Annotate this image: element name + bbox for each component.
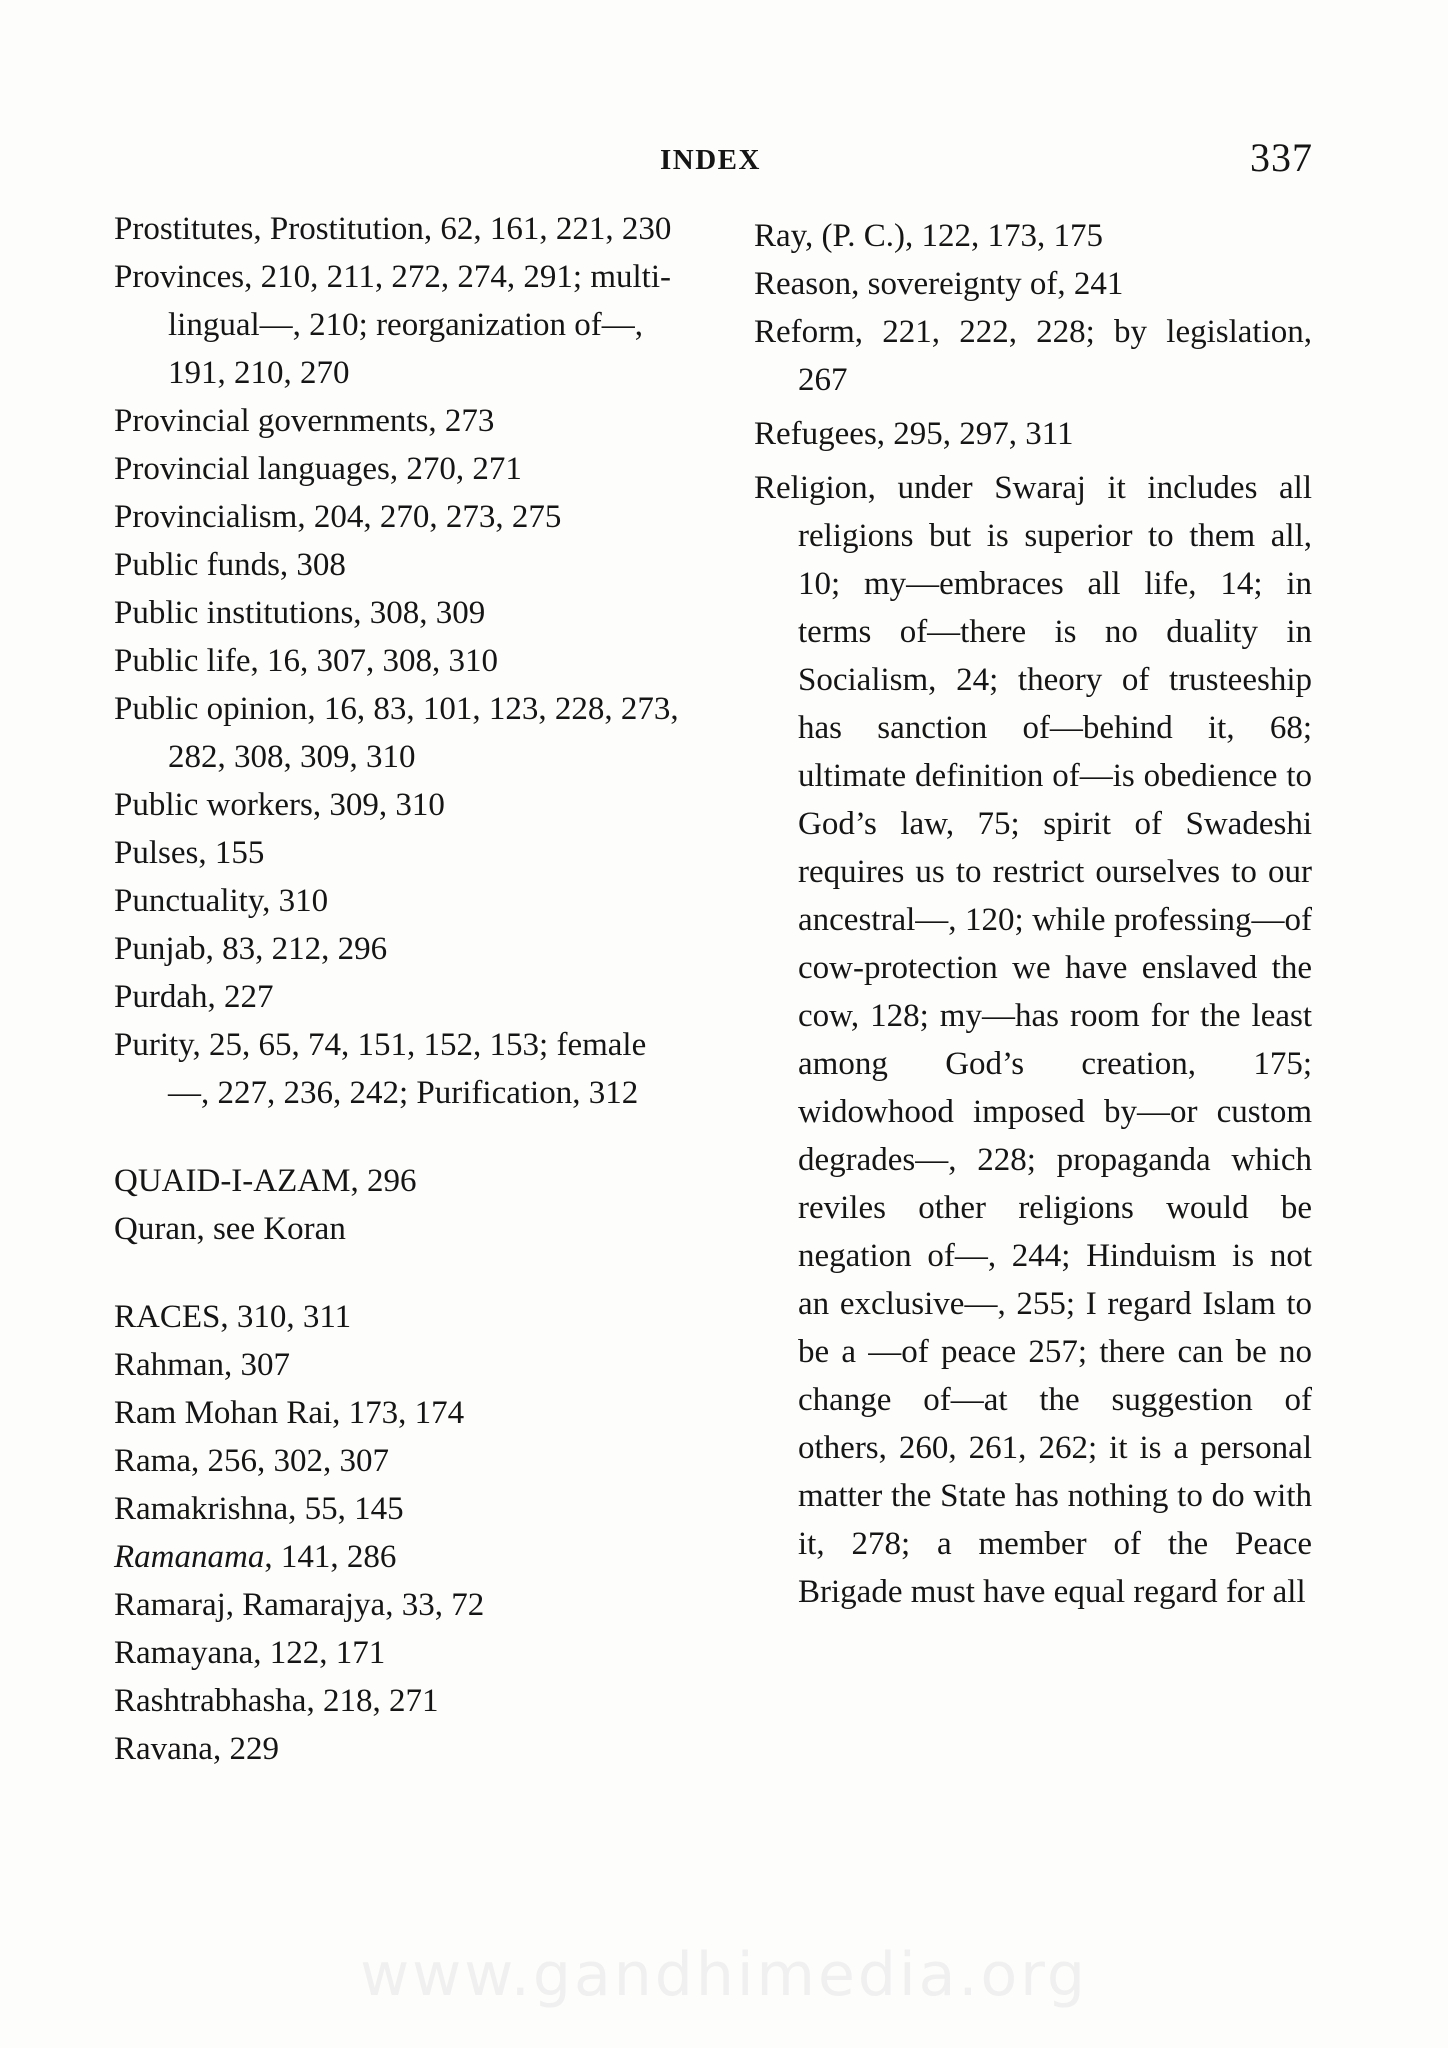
- index-entry: QUAID-I-AZAM, 296: [114, 1163, 417, 1199]
- index-entry: RACES, 310, 311: [114, 1299, 352, 1335]
- index-right-column: [754, 212, 1312, 1616]
- index-entry: Rahman, 307: [114, 1347, 290, 1383]
- index-entry: Provincial governments, 273: [114, 403, 495, 439]
- index-entry: Provincial languages, 270, 271: [114, 451, 522, 487]
- index-entry-pages: , 141, 286: [264, 1539, 397, 1575]
- index-entry: Purdah, 227: [114, 979, 274, 1015]
- index-entry-religion: Religion, under Swaraj it includes all religions but is superior to them all, 10; my—embraces all life, 14; in terms of—there is no duality in Socialism, 24; theory of trusteeship has sanction of—behind it, 68; ultimate definition of—is obedience to God’s law, 75; spirit of Swadeshi requires us to restrict ourselves to our ancestral—, 120; while professing—of cow-protection we have enslaved the cow, 128; my—has room for the least among God’s creation, 175; widowhood imposed by—or custom degrades—, 228; propaganda which reviles other religions would be negation of—, 244; Hinduism is not an exclusive—, 255; I regard Islam to be a —of peace 257; there can be no change of—at the suggestion of others, 260, 261, 262; it is a personal matter the State has nothing to do with it, 278; a member of the Peace Brigade must have equal regard for all: [754, 470, 1312, 1610]
- index-entry: Rama, 256, 302, 307: [114, 1443, 389, 1479]
- index-term-italic: Ramanama: [114, 1539, 265, 1575]
- page-number: 337: [1250, 135, 1313, 180]
- index-entry: Ravana, 229: [114, 1731, 279, 1767]
- index-entry: Public institutions, 308, 309: [114, 595, 486, 631]
- index-entry: [114, 1533, 684, 1581]
- index-entry: Ramayana, 122, 171: [114, 1635, 386, 1671]
- index-entry: Public workers, 309, 310: [114, 787, 445, 823]
- index-left-column: [114, 205, 684, 1773]
- index-entry: Reform, 221, 222, 228; by legislation, 267: [754, 314, 1312, 398]
- page-header: [0, 135, 1448, 188]
- index-entry: Ram Mohan Rai, 173, 174: [114, 1395, 465, 1431]
- index-entry: Refugees, 295, 297, 311: [754, 416, 1074, 452]
- index-entry: Quran, see Koran: [114, 1211, 346, 1247]
- index-entry: Public life, 16, 307, 308, 310: [114, 643, 499, 679]
- index-entry: Provincialism, 204, 270, 273, 275: [114, 499, 562, 535]
- index-entry: Ramaraj, Ramarajya, 33, 72: [114, 1587, 485, 1623]
- index-entry: Public funds, 308: [114, 547, 346, 583]
- index-entry: Provinces, 210, 211, 272, 274, 291; multi-lingual—, 210; reorganization of—, 191, 210, 270: [114, 259, 672, 391]
- index-entry: Prostitutes, Prostitution, 62, 161, 221, 230: [114, 211, 672, 247]
- index-entry: Public opinion, 16, 83, 101, 123, 228, 273, 282, 308, 309, 310: [114, 691, 679, 775]
- index-entry: Ray, (P. C.), 122, 173, 175: [754, 218, 1103, 254]
- index-entry: Punctuality, 310: [114, 883, 329, 919]
- index-entry: Reason, sovereignty of, 241: [754, 266, 1124, 302]
- index-entry: Ramakrishna, 55, 145: [114, 1491, 404, 1527]
- page-title: INDEX: [660, 144, 761, 176]
- watermark: www.gandhimedia.org: [360, 1940, 1088, 2010]
- index-entry: Punjab, 83, 212, 296: [114, 931, 388, 967]
- index-entry: Pulses, 155: [114, 835, 265, 871]
- index-entry: Rashtrabhasha, 218, 271: [114, 1683, 439, 1719]
- index-entry: Purity, 25, 65, 74, 151, 152, 153; female—, 227, 236, 242; Purification, 312: [114, 1027, 647, 1111]
